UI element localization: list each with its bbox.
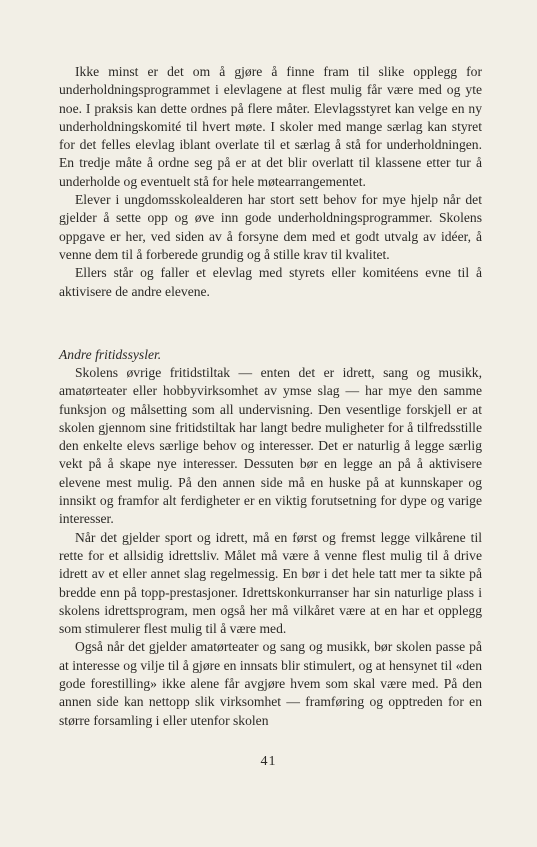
paragraph: Når det gjelder sport og idrett, må en først og fremst legge vilkårene til rette for et allsidig idrettsliv. Målet må være å venne flest mulig til å drive idrett av et eller annet slag regelmessig. En bør i det hele tatt mer ta sikte på bredde enn på topp-prestasjoner. Idrettskonkurranser har sin naturlige plass i skolens idrettsprogram, men også her må vilkåret være at en har et opplegg som stimulerer flest mulig til å være med.: [59, 529, 482, 637]
paragraph: Ikke minst er det om å gjøre å finne fram til slike opplegg for underholdningsprogrammet i elevlagene at flest mulig får være med og yte noe. I praksis kan dette ordnes på flere måter. Elevlagsstyret kan velge en ny underholdningskomité til hvert møte. I skoler med mange særlag kan styret for det felles elevlag iblant overlate til et særlag å stå for underholdningen. En tredje måte å ordne seg på er at det blir overlatt til klassene etter tur å underholde og eventuelt stå for hele møtearrangementet.: [59, 64, 482, 189]
body-text-section-1: [59, 63, 482, 301]
section-heading: Andre fritidssysler.: [59, 347, 162, 362]
paragraph: Elever i ungdomsskolealderen har stort sett behov for mye hjelp når det gjelder å sette opp og øve inn gode underholdningsprogrammer. Skolens oppgave er her, ved siden av å forsyne dem med et godt utvalg av idéer, å venne dem til å forberede grundig og å stille krav til kvalitet.: [59, 192, 482, 262]
paragraph: Skolens øvrige fritidstiltak — enten det er idrett, sang og musikk, amatørteater eller hobbyvirksomhet av ymse slag — har mye den samme funksjon og målsetting som all undervisning. Den vesentlige forskjell er at skolen gjennom sine fritidstiltak har langt bedre muligheter for å tilfredsstille den enkelte elevs særlige behov og interesser. Det er naturlig å legge særlig vekt på å skape nye interesser. Dessuten bør en legge an på å aktivisere elevene mest mulig. På den annen side må en huske på at kunnskaper og innsikt og framfor alt ferdigheter er en viktig forutsetning for dype og varige interesser.: [59, 365, 482, 527]
body-text-section-2: [59, 364, 482, 730]
paragraph: Ellers står og faller et elevlag med styrets eller komitéens evne til å aktivisere de andre elevene.: [59, 265, 482, 299]
paragraph: Også når det gjelder amatørteater og sang og musikk, bør skolen passe på at interesse og vilje til å gjøre en innsats blir stimulert, og at hensynet til «den gode forestilling» ikke alene får avgjøre hvem som skal være med. På den annen side kan nettopp slik virksomhet — framføring og opptreden for en større forsamling i eller utenfor skolen: [59, 639, 482, 728]
page-number: 41: [260, 754, 277, 769]
